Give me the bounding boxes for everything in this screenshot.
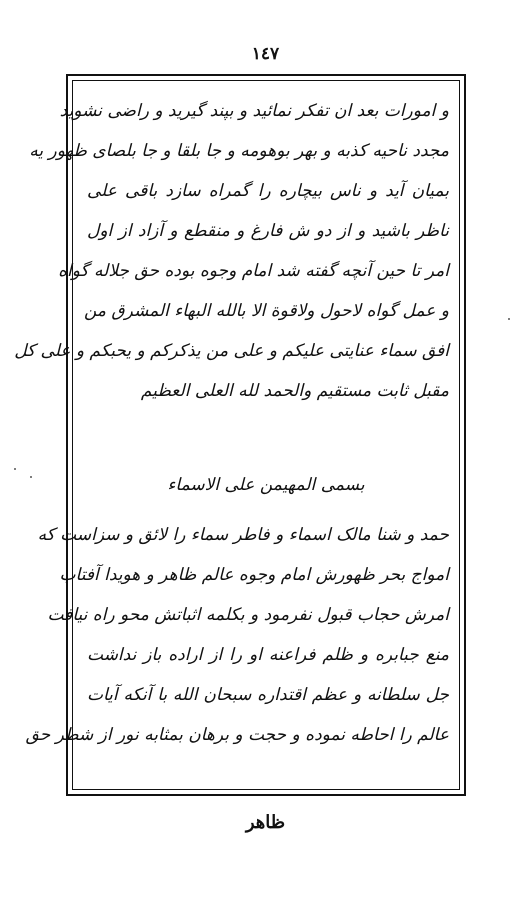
body-line: افق سماء عنایتی علیکم و علی من یذکرکم و یحبکم و علی کل: [14, 341, 449, 361]
body-line: و عمل گواه لاحول ولاقوة الا بالله البهاء المشرق من: [83, 301, 449, 321]
text-frame-inner: [14, 80, 460, 790]
body-line: امرش حجاب قبول نفرمود و بکلمه اثباتش محو راه نیافت: [47, 605, 449, 625]
body-line: منع جبابره و ظلم فراعنه او را از اراده باز نداشت: [87, 645, 449, 665]
body-line: بمیان آید و ناس بیچاره را گمراه سازد باقی علی: [87, 181, 449, 201]
body-line: حمد و شنا مالک اسماء و فاطر سماء را لائق و سزاست که: [37, 525, 449, 545]
text-frame: [14, 74, 466, 796]
catchword: ظاهر: [245, 812, 286, 833]
scan-speck: [30, 476, 32, 478]
scan-speck: [508, 318, 510, 320]
page-number: ١٤٧: [251, 44, 280, 64]
body-line: امواج بحر ظهورش امام وجوه عالم ظاهر و هویدا آفتاب: [59, 565, 449, 585]
scan-speck: [14, 468, 16, 470]
section-heading: بسمی المهیمن علی الاسماء: [167, 475, 365, 495]
body-line: جل سلطانه و عظم اقتداره سبحان الله با آنکه آیات: [87, 685, 449, 705]
body-line: مجدد ناحیه کذبه و بهر بوهومه و جا بلقا و جا بلصای ظهور یه: [29, 141, 449, 161]
body-line: مقبل ثابت مستقیم والحمد لله العلی العظیم: [140, 381, 449, 401]
body-line: عالم را احاطه نموده و حجت و برهان بمثابه نور از شطر حق: [25, 725, 449, 745]
body-line: امر تا حین آنچه گفته شد امام وجوه بوده حق جلاله گواه: [58, 261, 449, 281]
body-line: ناظر باشید و از دو ش فارغ و منقطع و آزاد از اول: [87, 221, 449, 241]
body-line: و امورات بعد ان تفکر نمائید و بپند گیرید و راضی نشوید: [59, 101, 449, 121]
